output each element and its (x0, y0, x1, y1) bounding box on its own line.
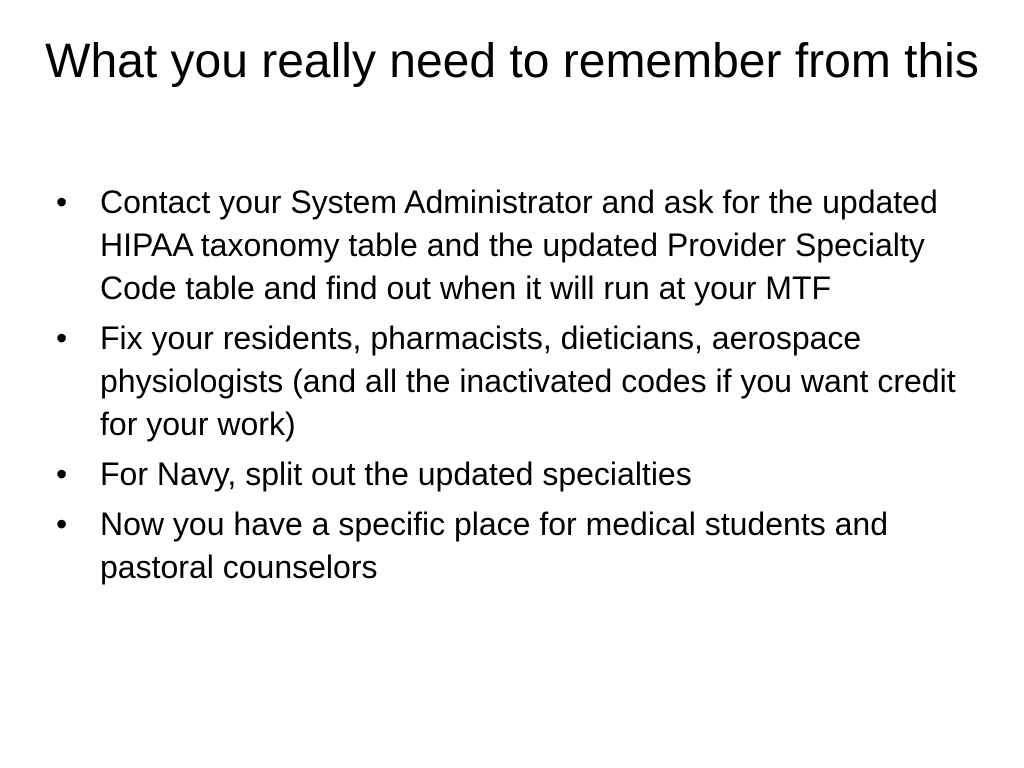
bullet-item (56, 453, 956, 496)
bullet-icon: • (56, 320, 68, 356)
bullet-icon: • (56, 506, 68, 542)
bullet-item (56, 181, 956, 310)
bullet-text: Fix your residents, pharmacists, dieticians, aerospace physiologists (and all the inactivated codes if you want credit for your work) (100, 320, 956, 442)
bullet-item (56, 317, 956, 446)
bullet-text: Contact your System Administrator and ask for the updated HIPAA taxonomy table and the updated Provider Specialty Code table and find out when it will run at your MTF (100, 184, 938, 306)
bullet-icon: • (56, 184, 68, 220)
bullet-item (56, 503, 956, 589)
slide-title: What you really need to remember from this (45, 35, 979, 88)
bullet-text: Now you have a specific place for medical students and pastoral counselors (100, 506, 888, 585)
bullet-list (56, 181, 956, 596)
bullet-text: For Navy, split out the updated specialties (100, 456, 692, 492)
bullet-icon: • (56, 456, 68, 492)
